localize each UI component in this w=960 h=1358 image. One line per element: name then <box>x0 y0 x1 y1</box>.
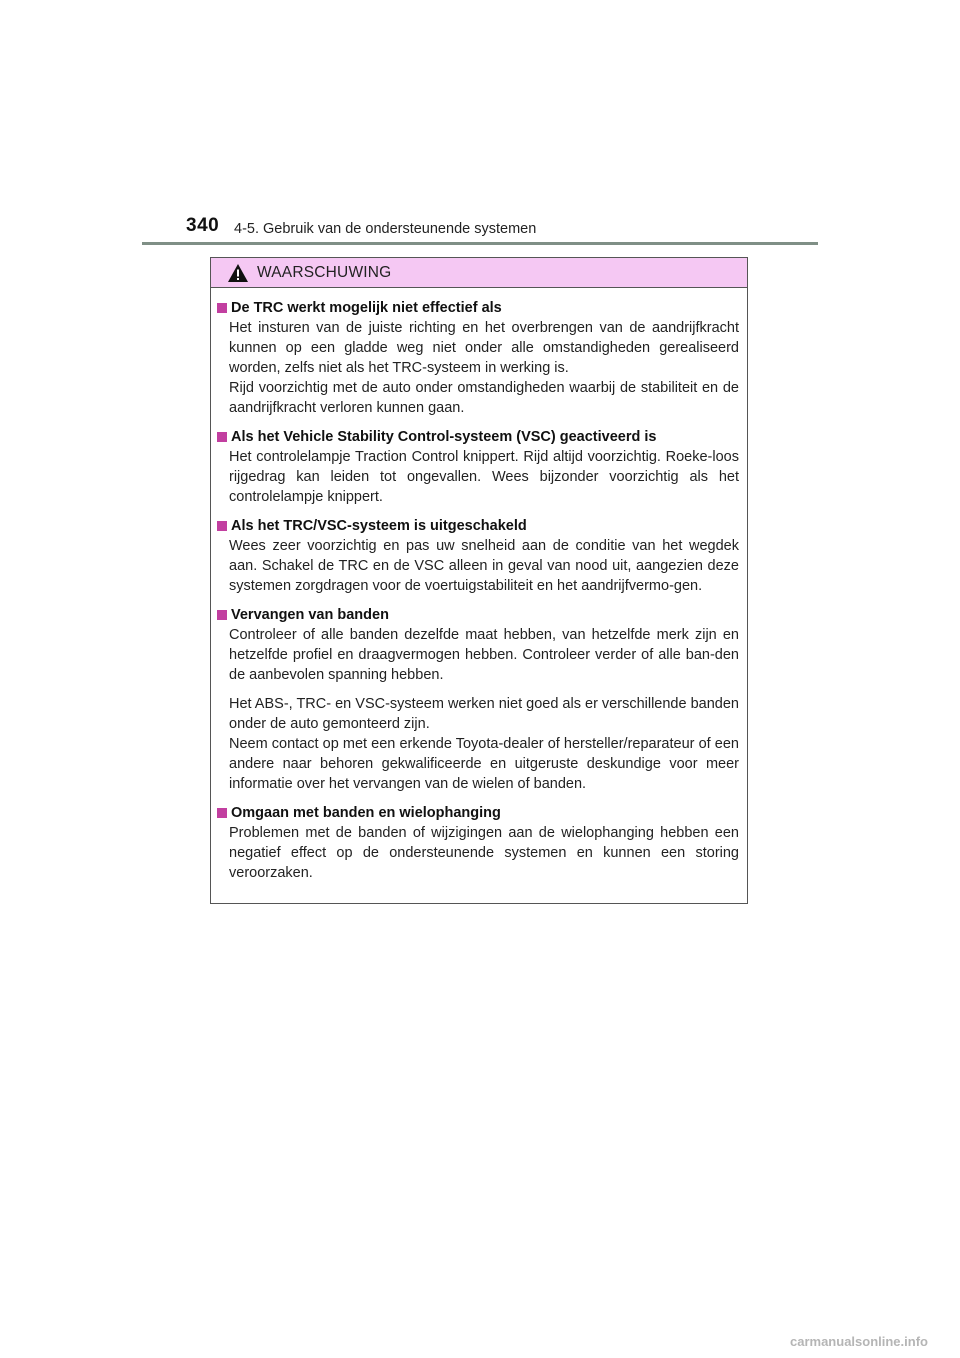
warning-item-title-text: De TRC werkt mogelijk niet effectief als <box>231 300 502 316</box>
square-bullet-icon <box>217 521 227 531</box>
warning-item-title <box>217 605 739 625</box>
page-header <box>0 0 960 250</box>
warning-paragraph <box>229 694 739 794</box>
warning-item-title-text: Vervangen van banden <box>231 607 389 623</box>
warning-paragraph <box>229 536 739 596</box>
warning-item-title <box>217 427 739 447</box>
warning-item <box>217 427 739 507</box>
page-number: 340 <box>186 215 220 236</box>
warning-text: Neem contact op met een erkende Toyota-dealer of hersteller/reparateur of een andere naar behoren gekwalificeerde en uitgeruste deskundige voor meer informatie over het vervangen van de wielen of banden. <box>229 736 739 792</box>
warning-paragraph <box>229 823 739 883</box>
warning-item-title-text: Als het TRC/VSC-systeem is uitgeschakeld <box>231 518 527 534</box>
warning-text: Wees zeer voorzichtig en pas uw snelheid aan de conditie van het wegdek aan. Schakel de TRC en de VSC alleen in geval van nood uit, aangezien deze systemen zorgdragen voor de voertuigstabiliteit en het aandrijfvermo-gen. <box>229 538 739 594</box>
warning-paragraph <box>229 447 739 507</box>
square-bullet-icon <box>217 610 227 620</box>
warning-text: Het insturen van de juiste richting en het overbrengen van de aandrijfkracht kunnen op een gladde weg niet onder alle omstandigheden gerealiseerd worden, zelfs niet als het TRC-systeem in werking is. <box>229 320 739 376</box>
warning-item-title <box>217 516 739 536</box>
warning-item <box>217 605 739 794</box>
square-bullet-icon <box>217 432 227 442</box>
warning-box <box>210 257 748 904</box>
warning-item <box>217 298 739 418</box>
warning-item-title <box>217 298 739 318</box>
warning-triangle-icon <box>227 263 249 283</box>
warning-item <box>217 803 739 883</box>
warning-paragraph <box>229 625 739 685</box>
warning-paragraph <box>229 318 739 418</box>
warning-item-title-text: Omgaan met banden en wielophanging <box>231 805 501 821</box>
warning-body <box>211 288 747 883</box>
warning-item-title <box>217 803 739 823</box>
warning-item <box>217 516 739 596</box>
warning-text: Controleer of alle banden dezelfde maat hebben, van hetzelfde merk zijn en hetzelfde profiel en draagvermogen hebben. Controleer verder of alle ban-den de aanbevolen spanning hebben. <box>229 627 739 683</box>
warning-text: Het ABS-, TRC- en VSC-systeem werken niet goed als er verschillende banden onder de auto gemonteerd zijn. <box>229 696 739 732</box>
footer-watermark: carmanualsonline.info <box>790 1334 928 1349</box>
warning-text: Problemen met de banden of wijzigingen aan de wielophanging hebben een negatief effect op de ondersteunende systemen en kunnen een storing veroorzaken. <box>229 825 739 881</box>
header-divider <box>142 242 818 245</box>
section-title: 4-5. Gebruik van de ondersteunende systemen <box>234 221 537 237</box>
warning-text: Rijd voorzichtig met de auto onder omstandigheden waarbij de stabiliteit en de aandrijfkracht verloren kunnen gaan. <box>229 380 739 416</box>
warning-item-title-text: Als het Vehicle Stability Control-systeem (VSC) geactiveerd is <box>231 429 657 445</box>
square-bullet-icon <box>217 808 227 818</box>
warning-text: Het controlelampje Traction Control knippert. Rijd altijd voorzichtig. Roeke-loos rijgedrag kan leiden tot ongevallen. Wees bijzonder voorzichtig als het controlelampje knippert. <box>229 449 739 505</box>
warning-header <box>211 258 747 288</box>
square-bullet-icon <box>217 303 227 313</box>
warning-label: WAARSCHUWING <box>257 263 392 281</box>
